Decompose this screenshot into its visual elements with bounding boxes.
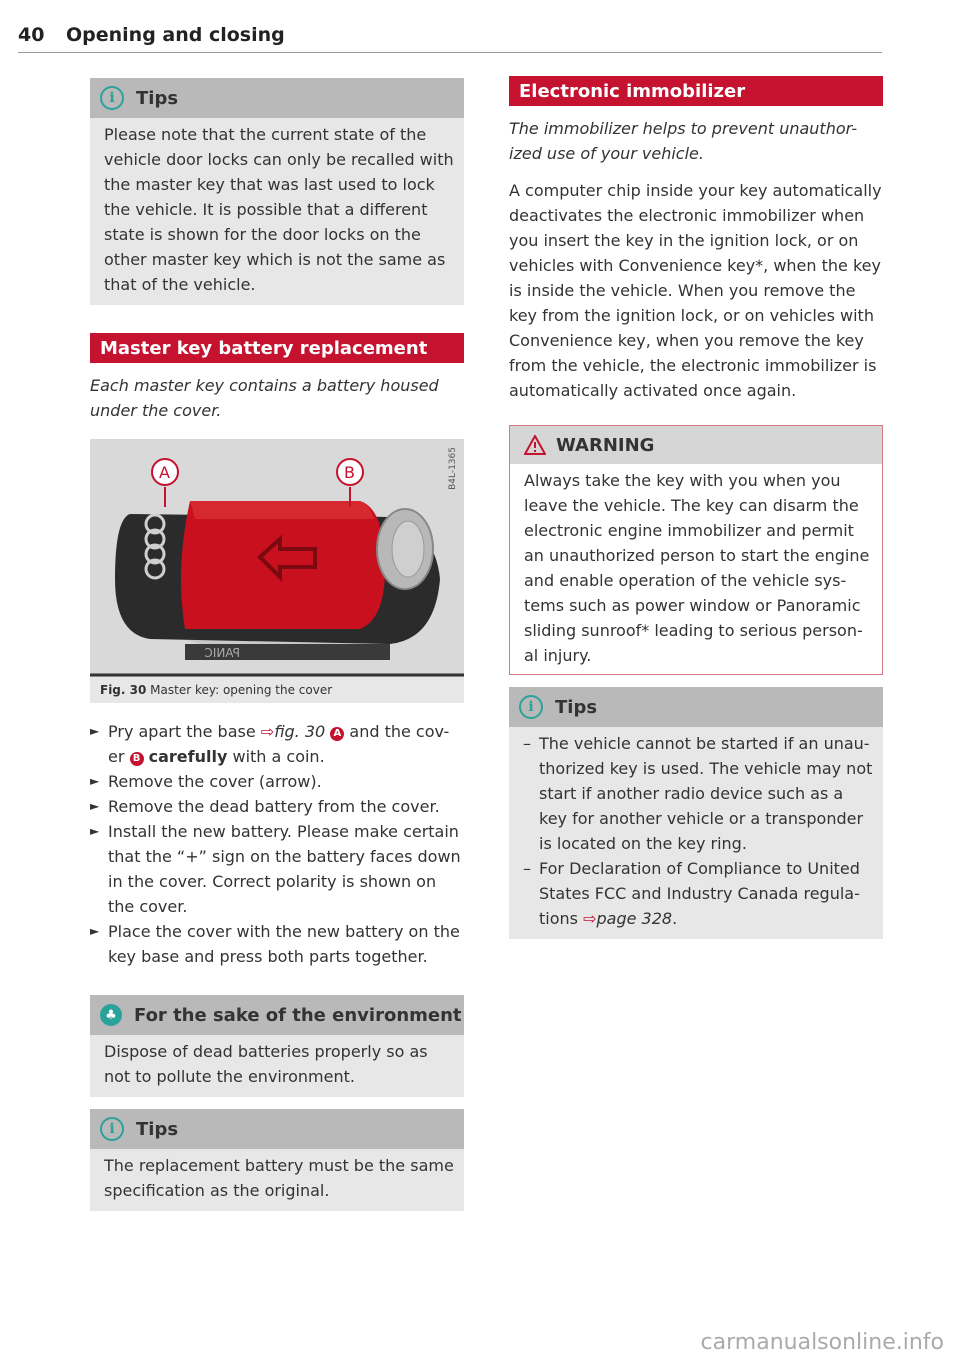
callout-ref-a: A bbox=[330, 727, 344, 741]
step-text: with a coin. bbox=[227, 747, 325, 766]
step-item bbox=[90, 719, 464, 769]
warning-triangle-icon bbox=[524, 435, 546, 455]
step-bullet-icon: ► bbox=[90, 924, 100, 938]
figure-id: B4L-1365 bbox=[448, 447, 458, 490]
section-intro: Each master key contains a battery housed under the cover. bbox=[90, 376, 439, 420]
list-item: – For Declaration of Compliance to United States FCC and Industry Canada regula-tions ⇨page 328. bbox=[523, 859, 860, 928]
step-text: Remove the dead battery from the cover. bbox=[108, 797, 440, 816]
callout-ref-b: B bbox=[130, 752, 144, 766]
tips-text: Please note that the current state of the vehicle door locks can only be recalled with the master key that was last used to lock the vehicle. It is possible that a different state is shown for the door locks on the other master key which is not the same as that of the vehicle. bbox=[104, 125, 454, 294]
reference-arrow-icon: ⇨ bbox=[260, 722, 275, 741]
info-icon: i bbox=[100, 86, 124, 110]
figure-caption bbox=[90, 677, 464, 703]
step-text: and the cov- bbox=[344, 722, 450, 741]
tips-box-header bbox=[90, 78, 464, 118]
tips-box-right bbox=[509, 687, 883, 939]
step-item bbox=[90, 794, 464, 819]
tip-text: For Declaration of Compliance to United States FCC and Industry Canada regula-tions bbox=[539, 859, 860, 928]
figure-link[interactable]: fig. 30 bbox=[274, 722, 326, 741]
environment-label: For the sake of the environment bbox=[134, 1004, 462, 1026]
step-bullet-icon: ► bbox=[90, 774, 100, 788]
page-header bbox=[18, 24, 882, 53]
info-icon: i bbox=[100, 1117, 124, 1141]
tips-2-text: The replacement battery must be the same specification as the original. bbox=[104, 1156, 454, 1200]
panic-label: PANIC bbox=[204, 646, 240, 660]
tip-text: . bbox=[672, 909, 678, 928]
step-bullet-icon: ► bbox=[90, 799, 100, 813]
page-link[interactable]: page 328 bbox=[596, 909, 673, 928]
tips-list-container bbox=[509, 727, 883, 939]
immobilizer-intro: The immobilizer helps to prevent unauthor-ized use of your vehicle. bbox=[509, 119, 858, 163]
reference-arrow-icon: ⇨ bbox=[583, 909, 597, 928]
step-item bbox=[90, 819, 464, 919]
step-item bbox=[90, 769, 464, 794]
warning-header bbox=[510, 426, 882, 464]
tips-list bbox=[523, 731, 873, 931]
tips-box-right-header bbox=[509, 687, 883, 727]
tips-label: Tips bbox=[136, 1118, 179, 1140]
immobilizer-paragraph: A computer chip inside your key automatically deactivates the electronic immobilizer when you insert the key in the ignition lock, or on vehicles with Convenience key*, when the key is inside the vehicle. When you remove the key from the ignition lock, or on vehicles with Convenience key, when you remove the key from the vehicle, the electronic immobilizer is automatically activated once again. bbox=[509, 181, 882, 400]
figure-master-key bbox=[90, 439, 464, 677]
watermark: carmanualsonline.info bbox=[700, 1330, 944, 1355]
master-key-illustration bbox=[90, 439, 464, 677]
figure-caption-text: Master key: opening the cover bbox=[150, 683, 333, 697]
warning-label: WARNING bbox=[556, 434, 655, 456]
warning-box bbox=[509, 425, 883, 675]
tips-label: Tips bbox=[555, 696, 598, 718]
section-heading-battery: Master key battery replacement bbox=[90, 333, 464, 363]
callout-b: B bbox=[344, 463, 355, 482]
step-item bbox=[90, 919, 464, 969]
environment-text: Dispose of dead batteries properly so as not to pollute the environment. bbox=[104, 1042, 428, 1086]
environment-box-header bbox=[90, 995, 464, 1035]
step-text: Pry apart the base bbox=[108, 722, 261, 741]
emphasis-carefully: carefully bbox=[148, 747, 228, 766]
tip-text: The vehicle cannot be started if an unau-thorized key is used. The vehicle may not start if another radio device such as a key for another vehicle or a transponder is located on the key ring. bbox=[539, 734, 873, 853]
step-text: er bbox=[108, 747, 130, 766]
left-column bbox=[90, 78, 464, 1211]
section-heading-immobilizer: Electronic immobilizer bbox=[509, 76, 883, 106]
tips-box bbox=[90, 78, 464, 305]
info-icon: i bbox=[519, 695, 543, 719]
instruction-steps bbox=[90, 719, 464, 969]
right-column bbox=[509, 76, 883, 939]
environment-box bbox=[90, 995, 464, 1097]
tips-label: Tips bbox=[136, 87, 179, 109]
step-text: Remove the cover (arrow). bbox=[108, 772, 322, 791]
step-text: Place the cover with the new battery on the key base and press both parts together. bbox=[108, 922, 460, 966]
list-item: – The vehicle cannot be started if an unau-thorized key is used. The vehicle may not start if another radio device such as a key for another vehicle or a transponder is located on the key ring. bbox=[523, 734, 873, 853]
step-text: Install the new battery. Please make certain that the “+” sign on the battery faces down in the cover. Correct polarity is shown on the cover. bbox=[108, 822, 461, 916]
tips-box-2 bbox=[90, 1109, 464, 1211]
leaf-icon: ♣ bbox=[100, 1004, 122, 1026]
tips-box-2-header bbox=[90, 1109, 464, 1149]
step-bullet-icon: ► bbox=[90, 824, 100, 838]
section-header-title: Opening and closing bbox=[66, 24, 285, 46]
figure-number: Fig. 30 bbox=[100, 683, 147, 697]
step-bullet-icon: ► bbox=[90, 724, 100, 738]
page-number: 40 bbox=[18, 24, 45, 46]
callout-a: A bbox=[159, 463, 170, 482]
warning-text: Always take the key with you when you leave the vehicle. The key can disarm the electronic engine immobilizer and permit an unauthorized person to start the engine and enable operation of the vehicle sys-tems such as power window or Panoramic sliding sunroof* leading to serious person-al injury. bbox=[524, 471, 870, 665]
